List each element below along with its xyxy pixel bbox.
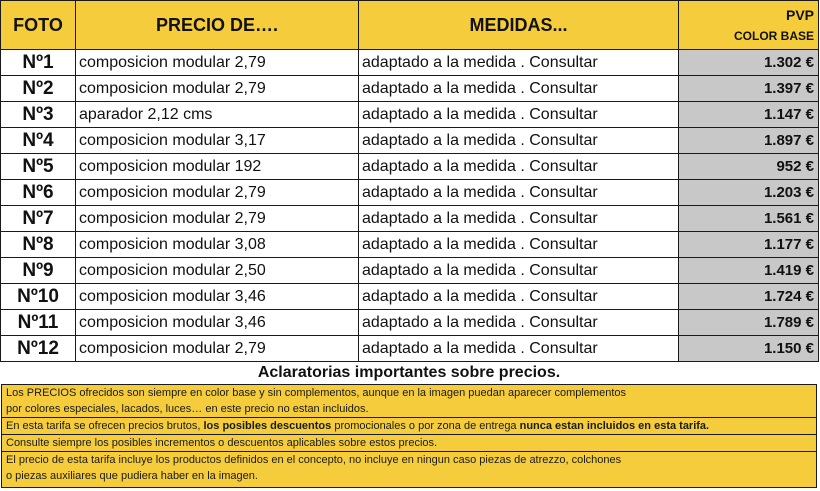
price-cell: 952 € [679,154,819,180]
foto-number: Nº1 [1,50,76,76]
note-2 [2,418,816,435]
measure-cell: adaptado a la medida . Consultar [359,128,679,154]
description-cell: composicion modular 3,17 [76,128,359,154]
note-4-line-1: El precio de esta tarifa incluye los productos definidos en el concepto, no incluye en ningun caso piezas de atrezzo, colchones [6,454,622,466]
price-cell: 1.419 € [679,258,819,284]
header-medidas: MEDIDAS... [359,1,679,50]
note-1-line-1: Los PRECIOS ofrecidos son siempre en color base y sin complementos, aunque en la imagen puedan aparecer complementos [6,387,627,399]
table-row [1,76,819,102]
price-cell: 1.724 € [679,284,819,310]
price-cell: 1.397 € [679,76,819,102]
description-cell: aparador 2,12 cms [76,102,359,128]
description-cell: composicion modular 192 [76,154,359,180]
description-cell: composicion modular 2,50 [76,258,359,284]
foto-number: Nº4 [1,128,76,154]
measure-cell: adaptado a la medida . Consultar [359,50,679,76]
description-cell: composicion modular 2,79 [76,206,359,232]
foto-number: Nº5 [1,154,76,180]
header-precio: PRECIO DE…. [76,1,359,50]
foto-number: Nº7 [1,206,76,232]
table-body [1,50,819,362]
note-2-text-a: En esta tarifa se ofrecen precios brutos, [6,420,204,432]
table-row [1,310,819,336]
table-row [1,50,819,76]
measure-cell: adaptado a la medida . Consultar [359,154,679,180]
table-row [1,258,819,284]
note-4 [2,452,816,484]
description-cell: composicion modular 2,79 [76,76,359,102]
foto-number: Nº11 [1,310,76,336]
description-cell: composicion modular 3,08 [76,232,359,258]
price-cell: 1.203 € [679,180,819,206]
foto-number: Nº3 [1,102,76,128]
table-row [1,206,819,232]
measure-cell: adaptado a la medida . Consultar [359,258,679,284]
measure-cell: adaptado a la medida . Consultar [359,206,679,232]
description-cell: composicion modular 2,79 [76,336,359,362]
description-cell: composicion modular 3,46 [76,284,359,310]
notes-box [1,384,817,488]
price-cell: 1.150 € [679,336,819,362]
price-cell: 1.177 € [679,232,819,258]
note-2-text-b: los posibles descuentos [203,420,332,432]
note-4-line-2: o piezas auxiliares que pudiera haber en la imagen. [6,470,258,482]
measure-cell: adaptado a la medida . Consultar [359,284,679,310]
description-cell: composicion modular 3,46 [76,310,359,336]
table-row [1,128,819,154]
table-row [1,336,819,362]
price-cell: 1.561 € [679,206,819,232]
notes-title: Aclaratorias importantes sobre precios. [257,364,561,381]
price-cell: 1.147 € [679,102,819,128]
table-row [1,284,819,310]
measure-cell: adaptado a la medida . Consultar [359,76,679,102]
measure-cell: adaptado a la medida . Consultar [359,180,679,206]
table-row [1,180,819,206]
header-row [1,1,819,50]
table-row [1,232,819,258]
note-1 [2,385,816,418]
price-cell: 1.302 € [679,50,819,76]
measure-cell: adaptado a la medida . Consultar [359,310,679,336]
note-2-text-c: promocionales o por zona de entrega [331,420,520,432]
note-3: Consulte siempre los posibles incrementos o descuentos aplicables sobre estos precios. [2,435,816,452]
table-row [1,102,819,128]
note-1-line-2: por colores especiales, lacados, luces… en este precio no estan incluidos. [6,403,369,415]
header-pvp-sub: COLOR BASE [733,28,814,43]
description-cell: composicion modular 2,79 [76,50,359,76]
measure-cell: adaptado a la medida . Consultar [359,232,679,258]
price-cell: 1.789 € [679,310,819,336]
measure-cell: adaptado a la medida . Consultar [359,336,679,362]
foto-number: Nº6 [1,180,76,206]
note-2-text-d: nunca estan incluidos en esta tarifa. [519,420,710,432]
foto-number: Nº8 [1,232,76,258]
measure-cell: adaptado a la medida . Consultar [359,102,679,128]
header-pvp [679,1,819,50]
foto-number: Nº10 [1,284,76,310]
foto-number: Nº9 [1,258,76,284]
table-row [1,154,819,180]
foto-number: Nº2 [1,76,76,102]
foto-number: Nº12 [1,336,76,362]
header-pvp-label: PVP [785,6,814,23]
price-cell: 1.897 € [679,128,819,154]
description-cell: composicion modular 2,79 [76,180,359,206]
header-foto: FOTO [1,1,76,50]
